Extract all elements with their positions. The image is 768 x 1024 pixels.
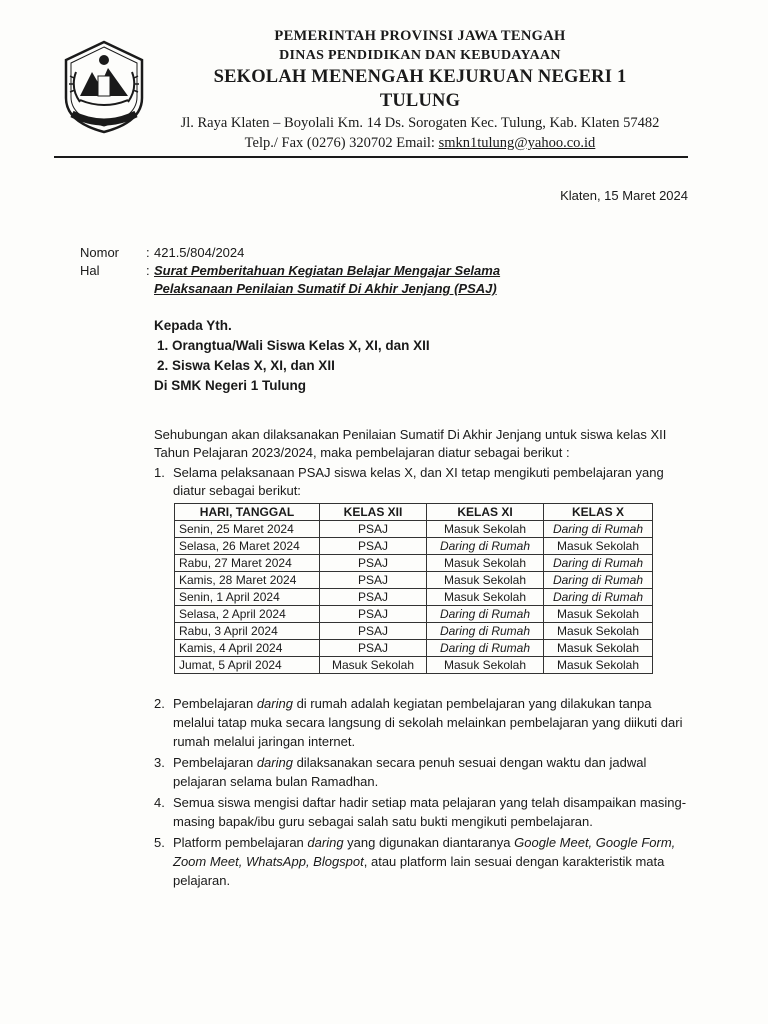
table-row xyxy=(175,538,653,555)
table-cell: Jumat, 5 April 2024 xyxy=(175,657,320,674)
table-cell: Masuk Sekolah xyxy=(427,657,544,674)
point-1-text: Selama pelaksanaan PSAJ siswa kelas X, dan XI tetap mengikuti pembelajaran yang diatur sebagai berikut: xyxy=(173,465,664,498)
table-cell: Masuk Sekolah xyxy=(427,555,544,572)
point-text xyxy=(173,753,688,791)
col-header: KELAS XII xyxy=(320,504,427,521)
body-text: dilaksanakan secara penuh sesuai dengan waktu dan jadwal pelajaran selama bulan Ramadhan. xyxy=(173,755,647,789)
table-cell: Masuk Sekolah xyxy=(544,623,653,640)
body-text: , atau platform lain sesuai dengan karakteristik mata pelajaran. xyxy=(173,854,665,888)
table-row xyxy=(175,606,653,623)
letter-meta: Nomor : 421.5/804/2024 Hal : Surat Pemberitahuan Kegiatan Belajar Mengajar Selama Pelaksanaan Penilaian Sumatif Di Akhir Jenjang (PSAJ) xyxy=(80,245,501,296)
table-cell: Masuk Sekolah xyxy=(427,589,544,606)
body-text: yang digunakan diantaranya xyxy=(343,835,515,850)
table-cell: Daring di Rumah xyxy=(427,606,544,623)
table-cell: Selasa, 26 Maret 2024 xyxy=(175,538,320,555)
table-cell: Daring di Rumah xyxy=(427,640,544,657)
table-cell: Daring di Rumah xyxy=(544,572,653,589)
list-item: 1. Selama pelaksanaan PSAJ siswa kelas X, dan XI tetap mengikuti pembelajaran yang diatur sebagai berikut: xyxy=(154,464,688,500)
greeting: Kepada Yth. xyxy=(154,318,232,333)
table-row xyxy=(175,572,653,589)
table-row xyxy=(175,640,653,657)
table-cell: Rabu, 3 April 2024 xyxy=(175,623,320,640)
school-name-2: TULUNG xyxy=(379,91,461,111)
list-number: 4. xyxy=(154,795,165,810)
table-cell: Kamis, 28 Maret 2024 xyxy=(175,572,320,589)
nomor-value: 421.5/804/2024 xyxy=(154,245,245,260)
table-cell: PSAJ xyxy=(320,555,427,572)
table-row xyxy=(175,623,653,640)
table-cell: Daring di Rumah xyxy=(544,555,653,572)
col-header: KELAS XI xyxy=(427,504,544,521)
table-cell: Selasa, 2 April 2024 xyxy=(175,606,320,623)
nomor-label: Nomor xyxy=(80,245,120,260)
table-cell: Daring di Rumah xyxy=(544,521,653,538)
table-cell: Daring di Rumah xyxy=(544,589,653,606)
body-text: Pembelajaran xyxy=(173,696,257,711)
point-list xyxy=(154,464,688,504)
table-cell: Masuk Sekolah xyxy=(544,657,653,674)
table-cell: Daring di Rumah xyxy=(427,538,544,555)
table-cell: PSAJ xyxy=(320,606,427,623)
table-cell: Masuk Sekolah xyxy=(320,657,427,674)
table-cell: Masuk Sekolah xyxy=(427,572,544,589)
letterhead xyxy=(160,26,680,153)
addressee-location: Di SMK Negeri 1 Tulung xyxy=(154,378,307,393)
school-contact xyxy=(160,133,680,153)
list-item xyxy=(154,793,688,831)
table-cell: Masuk Sekolah xyxy=(544,606,653,623)
subject-line-1: Surat Pemberitahuan Kegiatan Belajar Mengajar Selama xyxy=(154,263,501,278)
table-cell: PSAJ xyxy=(320,572,427,589)
addressee-item: 2. Siswa Kelas X, XI, dan XII xyxy=(172,356,430,376)
point-text xyxy=(173,793,688,831)
emphasis-text: daring xyxy=(307,835,344,850)
list-item xyxy=(154,753,688,791)
table-cell: Senin, 25 Maret 2024 xyxy=(175,521,320,538)
list-item xyxy=(154,694,688,751)
schedule-table xyxy=(174,503,653,674)
body-text: Pembelajaran xyxy=(173,755,257,770)
addressee-item: 1. Orangtua/Wali Siswa Kelas X, XI, dan XII xyxy=(172,336,430,356)
school-name: SEKOLAH MENENGAH KEJURUAN NEGERI 1 xyxy=(213,67,627,87)
hal-label: Hal xyxy=(80,263,100,278)
school-address: Jl. Raya Klaten – Boyolali Km. 14 Ds. Sorogaten Kec. Tulung, Kab. Klaten 57482 xyxy=(180,115,660,131)
point-text xyxy=(173,833,688,890)
table-cell: PSAJ xyxy=(320,640,427,657)
list-number: 2. xyxy=(154,696,165,711)
jawa-tengah-logo xyxy=(58,38,150,136)
table-cell: Masuk Sekolah xyxy=(427,521,544,538)
table-cell: Daring di Rumah xyxy=(427,623,544,640)
table-header-row xyxy=(175,504,653,521)
table-row xyxy=(175,521,653,538)
table-cell: PSAJ xyxy=(320,538,427,555)
table-cell: Senin, 1 April 2024 xyxy=(175,589,320,606)
table-cell: Masuk Sekolah xyxy=(544,538,653,555)
table-cell: Masuk Sekolah xyxy=(544,640,653,657)
point-text xyxy=(173,694,688,751)
body-text: Semua siswa mengisi daftar hadir setiap mata pelajaran yang telah disampaikan masing-masing bapak/ibu guru sebagai salah satu bukti mengikuti pembelajaran. xyxy=(173,795,687,829)
table-cell: Rabu, 27 Maret 2024 xyxy=(175,555,320,572)
list-item xyxy=(154,833,688,890)
subject xyxy=(154,262,500,298)
col-header: HARI, TANGGAL xyxy=(175,504,320,521)
table-row xyxy=(175,589,653,606)
table-row xyxy=(175,555,653,572)
letter-date: Klaten, 15 Maret 2024 xyxy=(560,188,688,203)
body-text: di rumah adalah kegiatan pembelajaran yang dilakukan tanpa melalui tatap muka secara langsung di sekolah melainkan pembelajaran yang diikuti dari rumah melalui jaringan internet. xyxy=(173,696,683,749)
addressee-block xyxy=(154,316,430,396)
body-text: Platform pembelajaran xyxy=(173,835,308,850)
col-header: KELAS X xyxy=(544,504,653,521)
subject-line-2: Pelaksanaan Penilaian Sumatif Di Akhir Jenjang (PSAJ) xyxy=(154,281,497,296)
emphasis-text: Google Meet, Google Form, Zoom Meet, WhatsApp, Blogspot xyxy=(173,835,676,869)
table-cell: PSAJ xyxy=(320,589,427,606)
table-cell: PSAJ xyxy=(320,521,427,538)
table-cell: PSAJ xyxy=(320,623,427,640)
emphasis-text: daring xyxy=(256,696,293,711)
emphasis-text: daring xyxy=(256,755,293,770)
table-cell: Kamis, 4 April 2024 xyxy=(175,640,320,657)
point-list-continued xyxy=(154,694,688,892)
email-link[interactable]: smkn1tulung@yahoo.co.id xyxy=(438,135,596,151)
agency-name: DINAS PENDIDIKAN DAN KEBUDAYAAN xyxy=(279,48,561,63)
govt-name: PEMERINTAH PROVINSI JAWA TENGAH xyxy=(274,28,566,44)
list-number: 3. xyxy=(154,755,165,770)
table-row xyxy=(175,657,653,674)
contact-text: Telp./ Fax (0276) 320702 Email: xyxy=(244,135,439,151)
list-number: 5. xyxy=(154,835,165,850)
letterhead-divider xyxy=(54,156,688,158)
intro-paragraph: Sehubungan akan dilaksanakan Penilaian Sumatif Di Akhir Jenjang untuk siswa kelas XII Tahun Pelajaran 2023/2024, maka pembelajaran diatur sebagai berikut : xyxy=(154,427,667,460)
